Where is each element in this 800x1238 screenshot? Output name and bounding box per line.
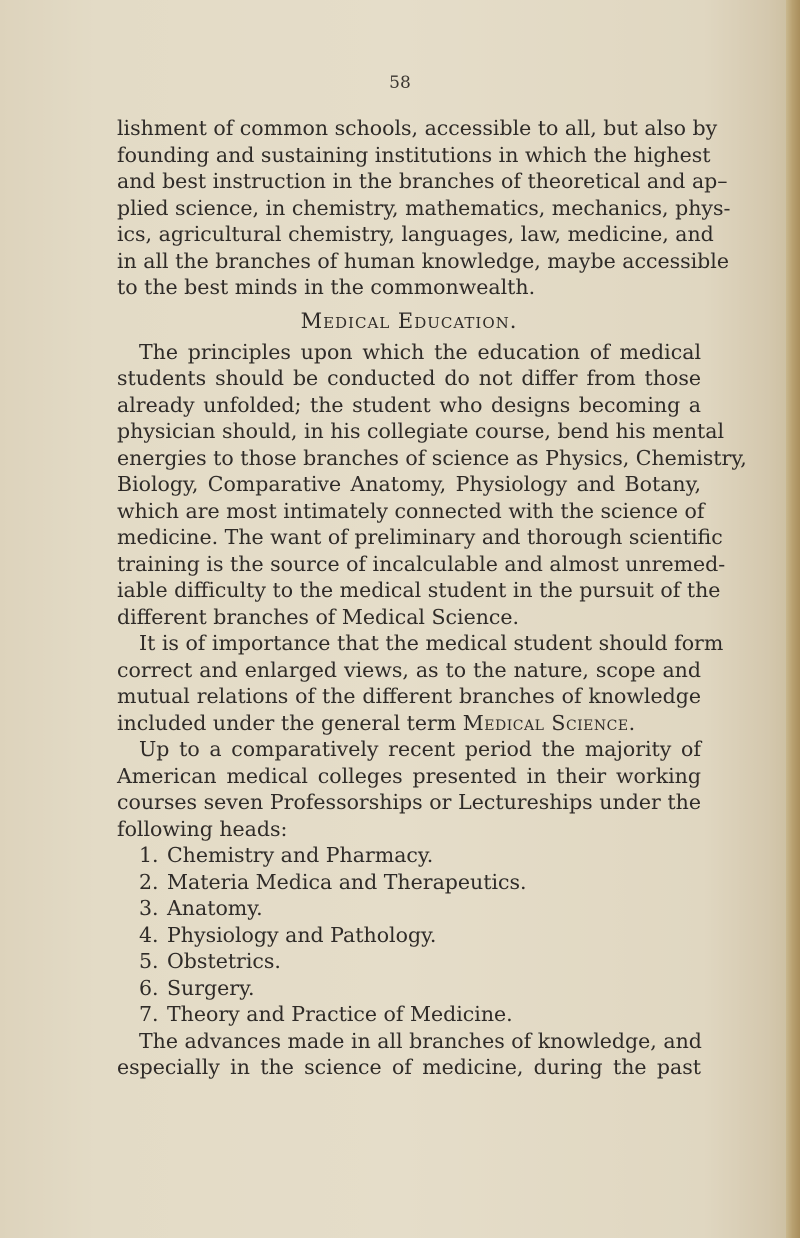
list-number: 5. — [139, 949, 159, 973]
list-number: 1. — [139, 843, 159, 867]
page-text — [117, 115, 747, 1081]
text-span: included under the general term — [117, 710, 457, 735]
text-line: students should be conducted do not differ from those — [117, 366, 701, 390]
text-line: and best instruction in the branches of theoretical and ap– — [117, 169, 728, 193]
paragraph-advances — [117, 1028, 701, 1081]
text-line: training is the source of incalculable and almost unremed- — [117, 551, 726, 576]
professorships-list — [117, 842, 701, 1028]
list-number: 4. — [139, 922, 159, 947]
page-edge — [786, 0, 800, 1238]
list-text: Surgery. — [167, 975, 255, 1000]
list-text: Obstetrics. — [167, 949, 281, 973]
text-line: iable difficulty to the medical student in the pursuit of the — [117, 578, 721, 602]
list-item — [117, 975, 701, 1002]
text-line: to the best minds in the commonwealth. — [117, 275, 536, 299]
text-line: different branches of Medical Science. — [117, 604, 520, 629]
list-number: 2. — [139, 869, 159, 894]
list-item — [117, 895, 701, 922]
page-number: 58 — [389, 73, 411, 93]
text-line: in all the branches of human knowledge, maybe accessible — [117, 248, 729, 273]
list-text: Physiology and Pathology. — [167, 922, 437, 947]
text-line: physician should, in his collegiate course, bend his mental — [117, 419, 725, 443]
text-line: ics, agricultural chemistry, languages, law, medicine, and — [117, 222, 714, 246]
text-line: American medical colleges presented in their working — [117, 763, 701, 788]
list-text: Materia Medica and Therapeutics. — [167, 869, 527, 894]
list-text: Chemistry and Pharmacy. — [167, 843, 434, 867]
text-line: The advances made in all branches of knowledge, and — [139, 1028, 702, 1053]
text-line: mutual relations of the different branches of knowledge — [117, 684, 701, 708]
text-line: following heads: — [117, 816, 288, 841]
paragraph-colleges — [117, 736, 701, 842]
text-line: which are most intimately connected with the science of — [117, 498, 705, 523]
text-line: especially in the science of medicine, during the past — [117, 1055, 701, 1079]
text-line: lishment of common schools, accessible to all, but also by — [117, 116, 718, 140]
section-heading: Medical Education. — [300, 308, 518, 333]
small-caps-term: Medical Science. — [462, 710, 636, 735]
list-number: 6. — [139, 975, 159, 1000]
list-number: 7. — [139, 1002, 159, 1026]
text-line: correct and enlarged views, as to the nature, scope and — [117, 657, 701, 682]
intro-paragraph — [117, 115, 731, 301]
text-line: plied science, in chemistry, mathematics, mechanics, phys- — [117, 195, 731, 220]
text-line — [117, 710, 701, 737]
list-item — [117, 842, 701, 869]
text-line: Biology, Comparative Anatomy, Physiology and Botany, — [117, 472, 701, 496]
text-line: The principles upon which the education of medical — [139, 339, 701, 364]
paragraph-principles — [117, 339, 747, 631]
text-line: energies to those branches of science as Physics, Chemistry, — [117, 445, 747, 470]
list-number: 3. — [139, 896, 159, 920]
paragraph-importance — [117, 630, 724, 736]
list-item — [117, 869, 701, 896]
text-line: founding and sustaining institutions in which the highest — [117, 142, 711, 167]
text-line: courses seven Professorships or Lectureships under the — [117, 790, 701, 814]
list-item — [117, 948, 701, 975]
list-item — [117, 1001, 701, 1028]
list-text: Anatomy. — [167, 896, 263, 920]
text-line: It is of importance that the medical student should form — [139, 631, 724, 655]
list-item — [117, 922, 701, 949]
text-line: medicine. The want of preliminary and thorough scientific — [117, 525, 723, 549]
text-line: Up to a comparatively recent period the majority of — [139, 737, 701, 761]
list-text: Theory and Practice of Medicine. — [167, 1002, 513, 1026]
text-line: already unfolded; the student who designs becoming a — [117, 392, 701, 417]
